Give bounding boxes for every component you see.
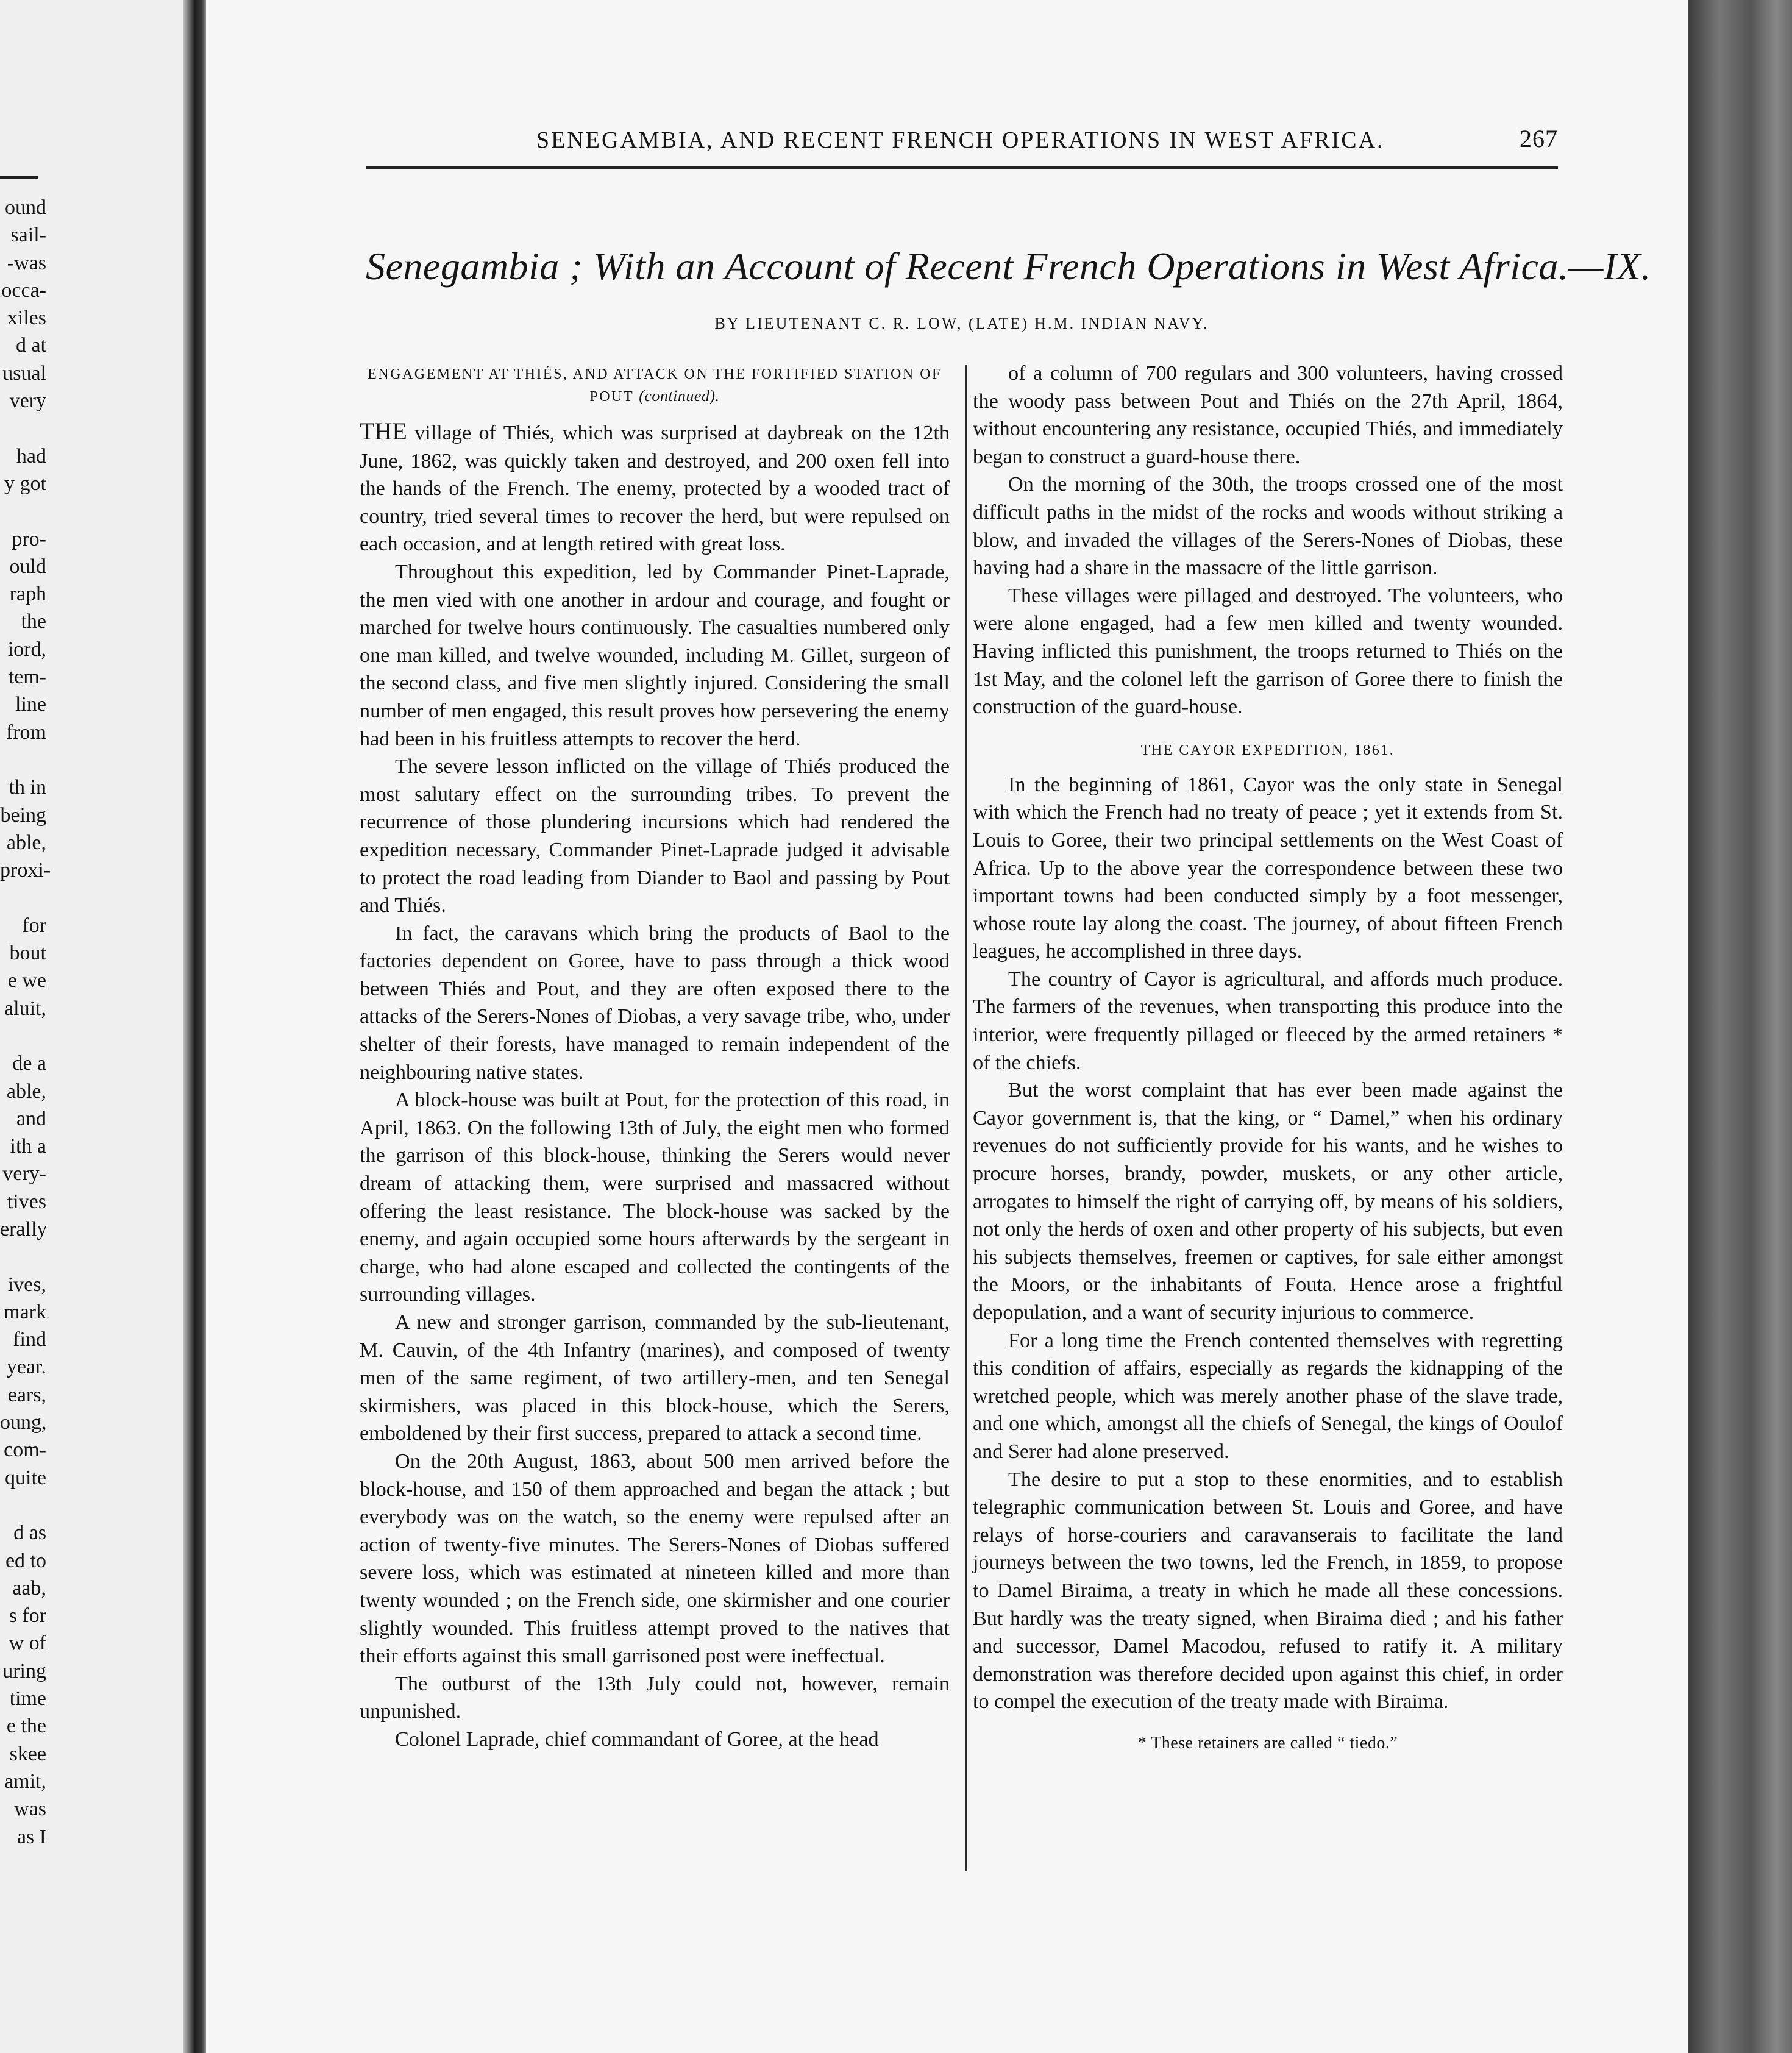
- left-page-fragment: [0, 884, 46, 911]
- section-heading-text: ENGAGEMENT AT THIÉS, AND ATTACK ON THE FORTIFIED STATION OF POUT: [368, 366, 942, 405]
- left-page-fragment: being: [0, 803, 46, 827]
- running-title: SENEGAMBIA, AND RECENT FRENCH OPERATIONS IN WEST AFRICA.: [536, 127, 1385, 153]
- left-page-fragment: sail-: [10, 224, 46, 247]
- left-page-fragment: ound: [5, 196, 46, 219]
- article-title: Senegambia ; With an Account of Recent French Operations in West Africa.—IX.: [366, 244, 1651, 288]
- left-column-paragraph: On the 20th August, 1863, about 500 men arrived before the block-house, and 150 of them approached and began the attack ; but everybody was on the watch, so the enemy were repulsed after an action of twenty-five minutes. The Serers-Nones of Diobas suffered severe loss, which was estimated at nineteen killed and more than twenty wounded ; on the French side, one skirmisher and one courier slightly wounded. This fruitless attempt proved to the natives that their efforts against this small garrisoned post were ineffectual.: [360, 1450, 950, 1668]
- left-page-fragment: and: [16, 1107, 46, 1130]
- left-page-fragment: amit,: [4, 1770, 46, 1793]
- left-page-fragment: raph: [9, 583, 46, 606]
- left-page-fragment: very-: [2, 1162, 46, 1186]
- drop-cap: THE: [360, 418, 407, 445]
- right-column-paragraphs-before: [973, 360, 1563, 721]
- left-column-paragraph: The severe lesson inflicted on the village of Thiés produced the most salutary effect on the surrounding tribes. To prevent the recurrence of those plundering incursions which had rendered the expedition necessary, Commander Pinet-Laprade judged it advisable to protect the road leading from Diander to Baol and passing by Pout and Thiés.: [360, 755, 950, 917]
- right-column-paragraph: In the beginning of 1861, Cayor was the only state in Senegal with which the French had no treaty of peace ; yet it extends from St. Louis to Goree, their two principal settlements on the West Coast of Africa. Up to the above year the correspondence between these two important towns had been conducted simply by a foot messenger, whose route lay along the coast. The journey, of about fifteen French leagues, he accomplished in three days.: [973, 773, 1563, 963]
- left-page-fragment: ed to: [5, 1549, 46, 1572]
- left-facing-page: [0, 0, 194, 2053]
- left-page-fragment: [0, 415, 46, 442]
- left-page-fragment: de a: [12, 1052, 46, 1075]
- left-page-fragment: xiles: [7, 307, 46, 330]
- left-page-fragment: [0, 1492, 46, 1519]
- left-page-fragment: ears,: [7, 1383, 46, 1406]
- left-page-fragment: had: [16, 444, 46, 468]
- left-page-fragment: mark: [4, 1300, 46, 1323]
- left-page-fragment: from: [5, 721, 46, 744]
- article-byline: BY LIEUTENANT C. R. LOW, (LATE) H.M. INDIAN NAVY.: [714, 315, 1209, 332]
- left-page-fragment: aluit,: [4, 997, 46, 1020]
- left-page-fragment: erally: [0, 1217, 48, 1240]
- left-page-fragment: th in: [9, 776, 46, 799]
- column-divider: [965, 365, 967, 1871]
- left-column-paragraph: Colonel Laprade, chief commandant of Goree, at the head: [395, 1727, 879, 1751]
- left-page-fragment: for: [22, 914, 46, 937]
- left-column-paragraph: Throughout this expedition, led by Commander Pinet-Laprade, the men vied with one another in ardour and courage, and fought or marched for twelve hours continuously. The casualties numbered only one man killed, and twelve wounded, including M. Gillet, surgeon of the second class, and five men slightly injured. Considering the small number of men engaged, this result proves how persevering the enemy had been in his fruitless attempts to recover the herd.: [360, 560, 950, 750]
- left-page-fragment: -was: [7, 251, 46, 274]
- left-column-paragraphs: [360, 558, 950, 1754]
- left-page-fragment: iord,: [7, 638, 46, 661]
- left-page-fragment: skee: [9, 1742, 46, 1765]
- left-page-fragment: s for: [9, 1604, 46, 1628]
- left-page-fragment: as I: [16, 1825, 46, 1848]
- left-page-fragment: find: [13, 1328, 46, 1351]
- right-column-paragraphs-after: [973, 771, 1563, 1716]
- section-subheading: THE CAYOR EXPEDITION, 1861.: [1140, 742, 1395, 758]
- page-edge-shadow: [1688, 0, 1792, 2053]
- section-heading-continued: (continued).: [639, 387, 720, 405]
- left-page-fragment: d as: [13, 1521, 46, 1545]
- left-page-fragment: ould: [9, 555, 46, 578]
- left-page-text-fragments: [0, 194, 51, 1851]
- running-header: [366, 122, 1558, 158]
- left-page-fragment: w of: [9, 1632, 46, 1655]
- left-column-paragraph: A block-house was built at Pout, for the protection of this road, in April, 1863. On the following 13th of July, the eight men who formed the garrison of this block-house, thinking the Serers would never dream of attacking them, were surprised and massacred without offering the least resistance. The block-house was sacked by the enemy, and again occupied some hours afterwards by the sergeant in charge, who had alone escaped and collected the contingents of the surrounding villages.: [360, 1089, 950, 1306]
- left-page-fragment: very: [9, 390, 46, 413]
- left-column-paragraph: In fact, the caravans which bring the products of Baol to the factories dependent on Goree, have to pass through a thick wood between Thiés and Pout, and they are often exposed there to the attacks of the Serers-Nones of Diobas, a very savage tribe, who, under shelter of their forests, have managed to remain independent of the neighbouring native states.: [360, 922, 950, 1084]
- left-page-fragment: year.: [6, 1356, 46, 1379]
- left-page-fragment: ives,: [7, 1273, 46, 1296]
- right-column-paragraph: But the worst complaint that has ever been made against the Cayor government is, that the king, or “ Damel,” when his ordinary revenues do not sufficiently provide for his wants, and he wishes to procure horses, brandy, powder, muskets, or any other article, arrogates to himself the right of carrying off, by means of his soldiers, not only the herds of oxen and other property of his subjects, but even his subjects themselves, freemen or captives, for sale either amongst the Moors, or the inhabitants of Fouta. Hence arose a frightful depopulation, and a want of security injurious to commerce.: [973, 1079, 1563, 1324]
- left-page-fragment: the: [21, 610, 46, 633]
- left-page-fragment: usual: [2, 361, 46, 385]
- left-page-fragment: able,: [6, 831, 46, 854]
- left-page-fragment: proxi-: [0, 859, 51, 882]
- left-page-rule: [0, 176, 38, 179]
- left-page-fragment: able,: [6, 1080, 46, 1103]
- right-column-paragraph: On the morning of the 30th, the troops crossed one of the most difficult paths in the midst of the rocks and woods without striking a blow, and invaded the villages of the Serers-Nones of Diobas, these having had a share in the massacre of the little garrison.: [973, 473, 1563, 580]
- right-column: [973, 360, 1563, 1757]
- left-page-fragment: d at: [15, 334, 46, 357]
- left-page-fragment: pro-: [12, 527, 46, 550]
- left-page-fragment: quite: [5, 1466, 46, 1489]
- left-page-fragment: y got: [4, 472, 46, 495]
- section-heading: [360, 363, 950, 408]
- page-number: 267: [1520, 125, 1558, 152]
- left-page-fragment: uring: [2, 1659, 46, 1682]
- header-rule: [366, 166, 1558, 169]
- left-page-fragment: bout: [9, 942, 46, 965]
- left-page-fragment: e we: [7, 969, 46, 992]
- left-page-fragment: line: [15, 693, 46, 716]
- right-column-paragraph: The desire to put a stop to these enormities, and to establish telegraphic communication between St. Louis and Goree, and have relays of horse-couriers and caravanserais to facilitate the land journeys between the two towns, led the French, in 1859, to propose to Damel Biraima, a treaty in which he made all these concessions. But hardly was the treaty signed, when Biraima died ; and his father and successor, Damel Macodou, refused to ratify it. A military demonstration was therefore decided upon against this chief, in order to compel the execution of the treaty made with Biraima.: [973, 1468, 1563, 1713]
- right-column-paragraph: The country of Cayor is agricultural, and affords much produce. The farmers of the revenues, when transporting this produce into the interior, were frequently pillaged or fleeced by the armed retainers * of the chiefs.: [973, 967, 1563, 1074]
- left-column-paragraph: A new and stronger garrison, commanded by the sub-lieutenant, M. Cauvin, of the 4th Infantry (marines), and composed of twenty men of the same regiment, of two artillery-men, and ten Senegal skirmishers, was placed in this block-house, which the Serers, emboldened by their first success, prepared to attack a second time.: [360, 1311, 950, 1445]
- left-page-fragment: was: [14, 1798, 46, 1821]
- first-paragraph-text: village of Thiés, which was surprised at daybreak on the 12th June, 1862, was quickly taken and destroyed, and 200 oxen fell into the hands of the French. The enemy, protected by a wooded tract of country, tried several times to recover the herd, but were repulsed on each occasion, and at length retired with great loss.: [360, 422, 950, 556]
- left-page-fragment: occa-: [1, 279, 46, 302]
- right-column-paragraph: of a column of 700 regulars and 300 volunteers, having crossed the woody pass between Pout and Thiés on the 27th April, 1864, without encountering any resistance, occupied Thiés, and immediately began to construct a guard-house there.: [973, 362, 1563, 468]
- left-page-fragment: ith a: [10, 1135, 46, 1158]
- left-page-fragment: time: [9, 1687, 46, 1710]
- left-column-paragraph: The outburst of the 13th July could not, however, remain unpunished.: [360, 1672, 950, 1723]
- left-page-fragment: [0, 497, 46, 525]
- left-page-fragment: e the: [6, 1715, 46, 1738]
- left-page-fragment: [0, 1022, 46, 1050]
- footnote: * These retainers are called “ tiedo.”: [1137, 1733, 1398, 1752]
- left-column: [360, 363, 950, 1754]
- left-page-fragment: com-: [4, 1439, 46, 1462]
- right-column-paragraph: For a long time the French contented themselves with regretting this condition of affairs, especially as regards the kidnapping of the wretched people, which was merely another phase of the slave trade, and one which, amongst all the chiefs of Senegal, the kings of Ooulof and Serer had alone preserved.: [973, 1329, 1563, 1463]
- first-paragraph: [360, 418, 950, 558]
- left-page-fragment: oung,: [0, 1411, 47, 1434]
- left-page-fragment: [0, 746, 46, 774]
- left-page-fragment: tem-: [8, 666, 46, 689]
- left-page-fragment: aab,: [12, 1576, 46, 1599]
- left-page-fragment: tives: [7, 1190, 46, 1213]
- left-page-fragment: [0, 1243, 46, 1270]
- right-column-paragraph: These villages were pillaged and destroyed. The volunteers, who were alone engaged, had a few men killed and twenty wounded. Having inflicted this punishment, the troops returned to Thiés on the 1st May, and the colonel left the garrison of Goree there to finish the construction of the guard-house.: [973, 584, 1563, 719]
